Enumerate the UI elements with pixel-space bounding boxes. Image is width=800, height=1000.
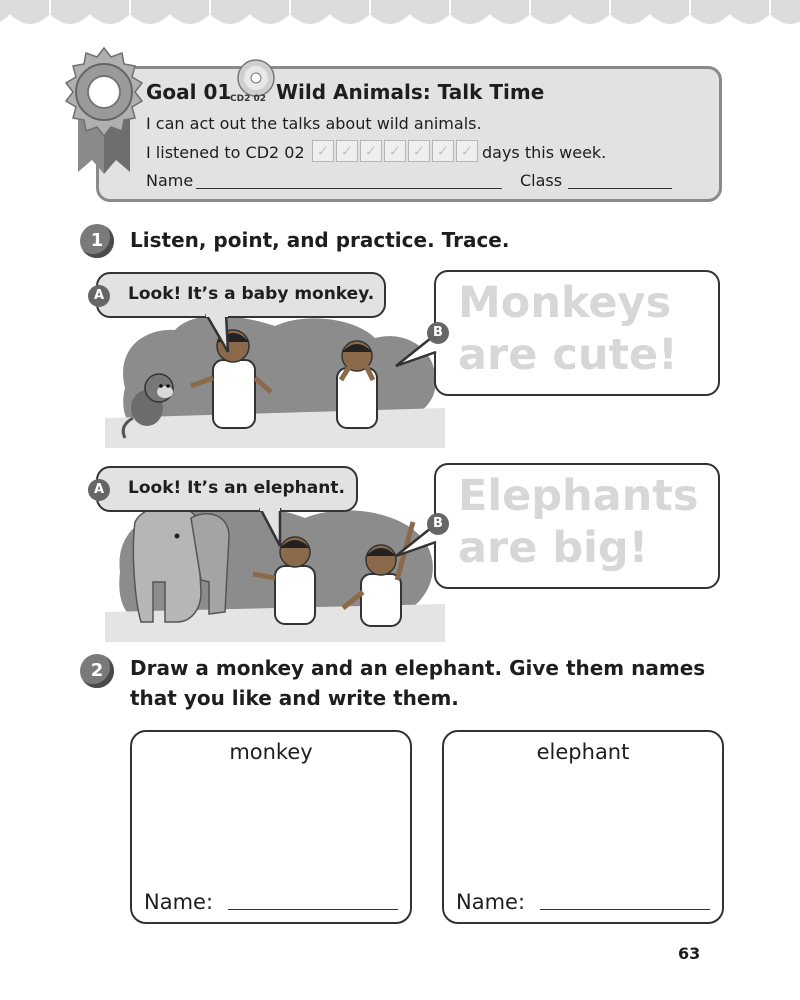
drawing-name-label: Name: <box>456 890 526 914</box>
goal-objective: I can act out the talks about wild animals. <box>146 114 482 133</box>
monkey-drawing-box[interactable] <box>130 730 412 924</box>
listen-checkbox[interactable]: ✓ <box>360 140 382 162</box>
elephant-drawing-box[interactable] <box>442 730 724 924</box>
listen-log-prefix: I listened to CD2 02 <box>146 143 305 162</box>
speech-bubble-a-2 <box>96 466 358 512</box>
cd-icon <box>236 58 276 98</box>
speech-a-text: Look! It’s an elephant. <box>128 478 345 498</box>
monkey-name-field[interactable] <box>228 909 398 910</box>
trace-text-line-1: Monkeys <box>458 278 672 328</box>
exercise-1-instruction: Listen, point, and practice. Trace. <box>130 228 510 252</box>
speech-bubble-tail <box>254 506 294 550</box>
listen-checkbox[interactable]: ✓ <box>432 140 454 162</box>
exercise-2-instruction-line-1: Draw a monkey and an elephant. Give them names <box>130 656 706 680</box>
exercise-2-number: 2 <box>80 654 114 688</box>
goal-number: Goal 01 <box>146 80 232 104</box>
drawing-box-title: elephant <box>536 740 630 764</box>
goal-title: Wild Animals: Talk Time <box>276 80 545 104</box>
trace-text-line-2: are cute! <box>458 330 678 380</box>
scalloped-top-border <box>0 0 800 40</box>
listen-log-suffix: days this week. <box>482 143 607 162</box>
class-field[interactable] <box>568 188 672 189</box>
class-label: Class <box>520 171 563 190</box>
exercise-2-instruction-line-2: that you like and write them. <box>130 686 459 710</box>
speaker-a-marker: A <box>88 479 110 501</box>
drawing-name-label: Name: <box>144 890 214 914</box>
listen-checkbox[interactable]: ✓ <box>312 140 334 162</box>
listen-checkbox[interactable]: ✓ <box>384 140 406 162</box>
speech-bubble-a-1 <box>96 272 386 318</box>
speaker-b-marker: B <box>427 513 449 535</box>
speaker-b-marker: B <box>427 322 449 344</box>
award-ribbon-icon <box>56 44 152 184</box>
name-field[interactable] <box>196 188 502 189</box>
trace-box-1[interactable] <box>434 270 720 396</box>
trace-text-line-1: Elephants <box>458 471 699 521</box>
name-label: Name <box>146 171 194 190</box>
page-number: 63 <box>678 944 701 963</box>
speech-a-text: Look! It’s a baby monkey. <box>128 284 375 304</box>
trace-text-line-2: are big! <box>458 523 649 573</box>
listen-checkbox[interactable]: ✓ <box>456 140 478 162</box>
cd-track-label: CD2 02 <box>230 94 266 104</box>
speaker-a-marker: A <box>88 285 110 307</box>
speech-bubble-tail <box>200 312 240 356</box>
trace-box-2[interactable] <box>434 463 720 589</box>
exercise-1-number: 1 <box>80 224 114 258</box>
elephant-name-field[interactable] <box>540 909 710 910</box>
listen-checkbox[interactable]: ✓ <box>408 140 430 162</box>
listen-checkboxes <box>312 140 478 162</box>
listen-checkbox[interactable]: ✓ <box>336 140 358 162</box>
drawing-box-title: monkey <box>229 740 313 764</box>
